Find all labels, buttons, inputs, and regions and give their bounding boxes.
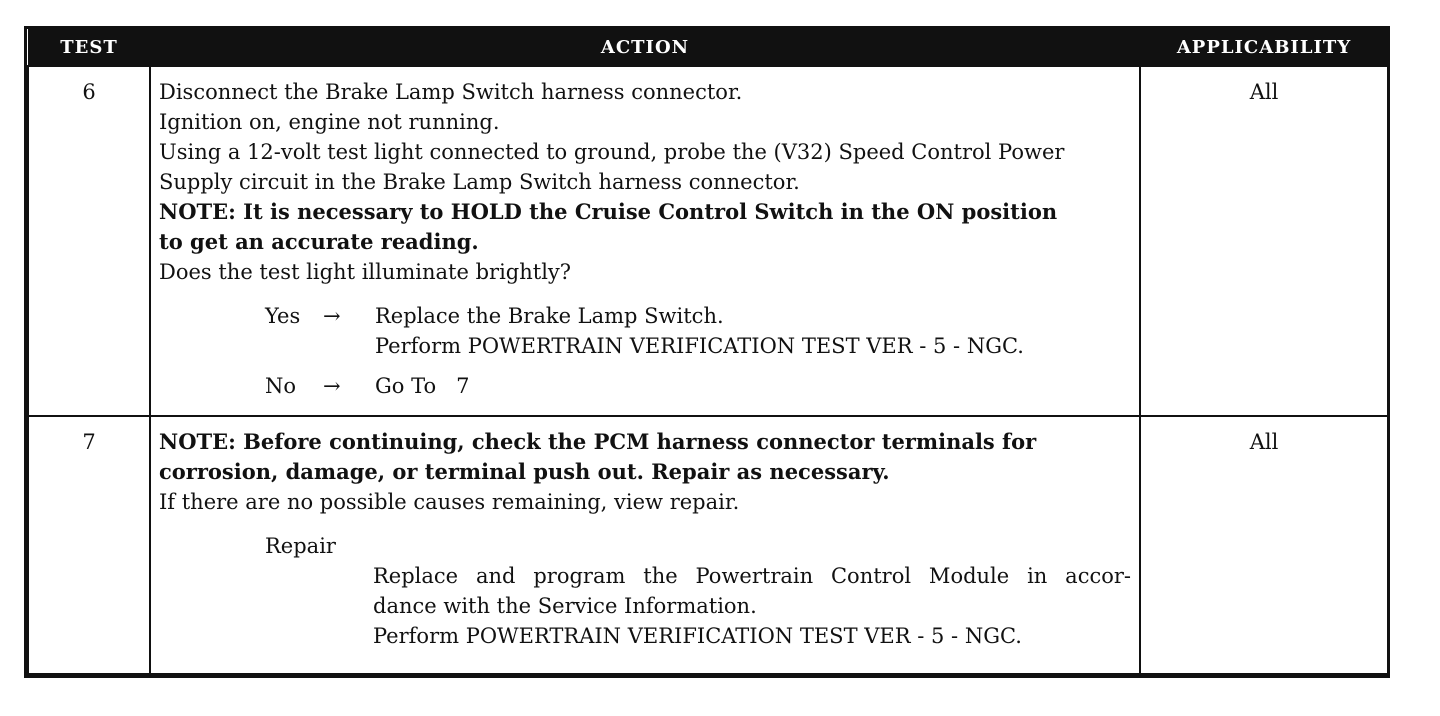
note-text: to get an accurate reading. [159, 229, 479, 254]
table-header-row [28, 29, 1388, 66]
repair-instructions [373, 561, 1131, 651]
action-cell [150, 416, 1140, 674]
yes-result [375, 301, 1131, 361]
header-action: ACTION [150, 29, 1140, 66]
table-row-test-6 [28, 66, 1388, 416]
repair-line: Replace and program the Powertrain Control Module in accor- [373, 564, 1131, 588]
header-test: TEST [28, 29, 150, 66]
note-text: NOTE: Before continuing, check the PCM harness connector terminals for [159, 429, 1037, 454]
no-result [375, 371, 1131, 401]
action-cell [150, 66, 1140, 416]
applicability-cell: All [1140, 416, 1388, 674]
applicability-cell: All [1140, 66, 1388, 416]
no-label: No [265, 374, 297, 398]
no-result-line: Go To 7 [375, 374, 470, 398]
repair-label: Repair [265, 534, 336, 558]
diagnostic-table-frame [24, 26, 1390, 678]
test-number: 7 [28, 416, 150, 674]
yes-result-line: Perform POWERTRAIN VERIFICATION TEST VER - 5 - NGC. [375, 334, 1024, 358]
yes-result-line: Replace the Brake Lamp Switch. [375, 304, 724, 328]
right-arrow-icon: → [323, 374, 341, 398]
question-text: Does the test light illuminate brightly? [159, 260, 572, 284]
note-text: NOTE: It is necessary to HOLD the Cruise Control Switch in the ON position [159, 199, 1058, 224]
diagnostic-table [27, 29, 1389, 675]
step-text: Supply circuit in the Brake Lamp Switch harness connector. [159, 170, 800, 194]
header-applicability: APPLICABILITY [1140, 29, 1388, 66]
step-text: Ignition on, engine not running. [159, 110, 500, 134]
step-text: Using a 12-volt test light connected to ground, probe the (V32) Speed Control Power [159, 140, 1065, 164]
test-number: 6 [28, 66, 150, 416]
yes-branch [265, 301, 1131, 361]
yes-label: Yes [265, 304, 301, 328]
repair-line: dance with the Service Information. [373, 594, 757, 618]
note-text: corrosion, damage, or terminal push out. Repair as necessary. [159, 459, 890, 484]
step-text: If there are no possible causes remaining, view repair. [159, 490, 740, 514]
step-text: Disconnect the Brake Lamp Switch harness connector. [159, 80, 743, 104]
no-branch [265, 371, 1131, 401]
table-row-test-7 [28, 416, 1388, 674]
repair-line: Perform POWERTRAIN VERIFICATION TEST VER - 5 - NGC. [373, 624, 1022, 648]
right-arrow-icon: → [323, 304, 341, 328]
